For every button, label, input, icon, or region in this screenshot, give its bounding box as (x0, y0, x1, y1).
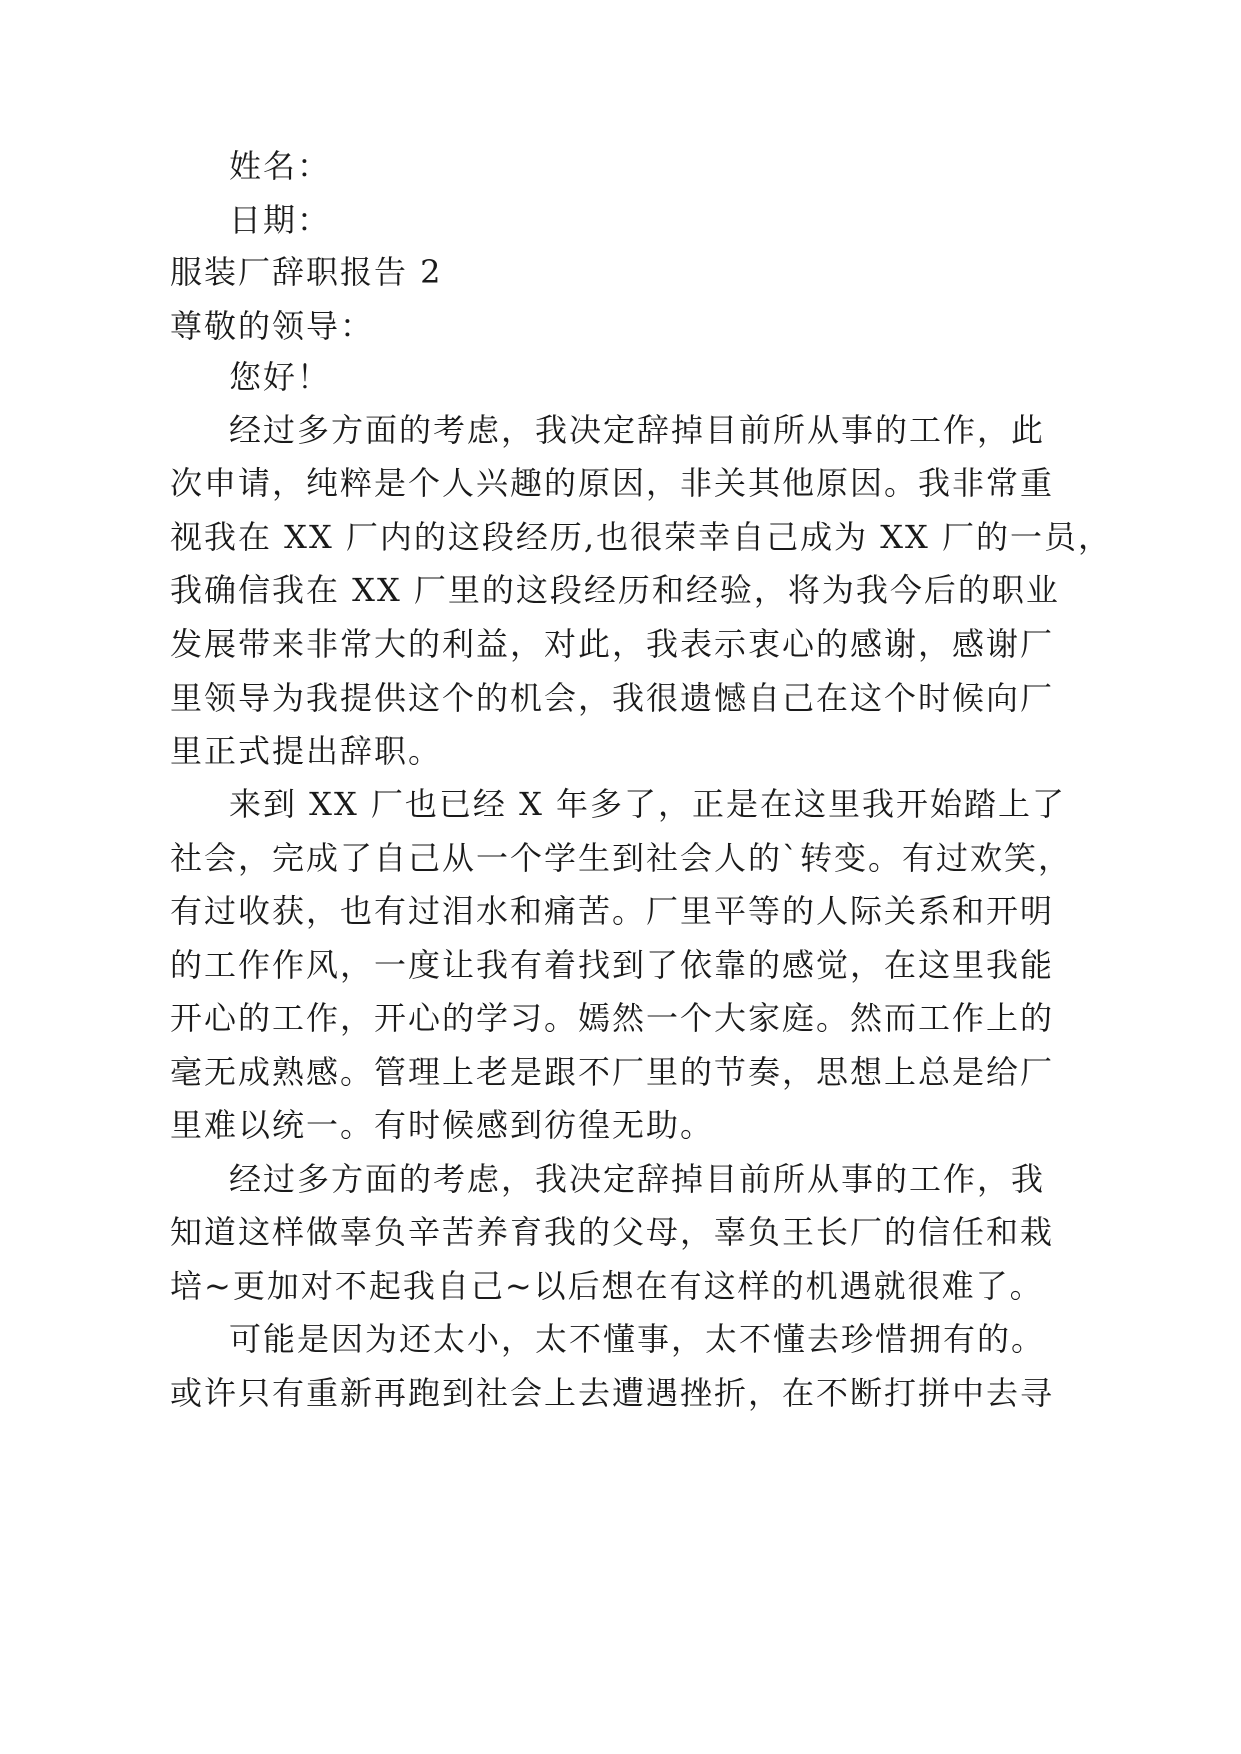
paragraph-line: 有过收获，也有过泪水和痛苦。厂里平等的人际关系和开明 (170, 892, 1055, 930)
paragraph-line: 里难以统一。有时候感到彷徨无助。 (170, 1106, 715, 1144)
paragraph-line: 经过多方面的考虑，我决定辞掉目前所从事的工作，我 (229, 1160, 1046, 1198)
report-title: 服装厂辞职报告 2 (170, 253, 443, 291)
paragraph-line: 来到 XX 厂也已经 X 年多了，正是在这里我开始踏上了 (229, 785, 1067, 823)
paragraph-line: 里领导为我提供这个的机会，我很遗憾自己在这个时候向厂 (170, 679, 1055, 717)
paragraph-line: 开心的工作，开心的学习。嫣然一个大家庭。然而工作上的 (170, 999, 1055, 1037)
paragraph-line: 毫无成熟感。管理上老是跟不厂里的节奏，思想上总是给厂 (170, 1053, 1055, 1091)
date-label: 日期： (229, 201, 332, 239)
paragraph-line: 可能是因为还太小，太不懂事，太不懂去珍惜拥有的。 (229, 1320, 1046, 1358)
paragraph-line: 里正式提出辞职。 (170, 732, 443, 770)
paragraph-line: 我确信我在 XX 厂里的这段经历和经验，将为我今后的职业 (170, 571, 1060, 609)
salutation: 尊敬的领导： (170, 307, 375, 345)
paragraph-line: 知道这样做辜负辛苦养育我的父母，辜负王长厂的信任和栽 (170, 1213, 1055, 1251)
paragraph-line: 的工作作风，一度让我有着找到了依靠的感觉，在这里我能 (170, 946, 1055, 984)
paragraph-line: 社会，完成了自己从一个学生到社会人的`转变。有过欢笑， (170, 839, 1073, 877)
paragraph-line: 培~更加对不起我自己~以后想在有这样的机遇就很难了。 (170, 1267, 1044, 1305)
paragraph-line: 视我在 XX 厂内的这段经历,也很荣幸自己成为 XX 厂的一员， (170, 518, 1112, 556)
paragraph-line: 经过多方面的考虑，我决定辞掉目前所从事的工作，此 (229, 411, 1046, 449)
name-label: 姓名： (229, 147, 332, 185)
greeting: 您好！ (229, 358, 332, 396)
paragraph-line: 或许只有重新再跑到社会上去遭遇挫折，在不断打拼中去寻 (170, 1374, 1055, 1412)
paragraph-line: 次申请，纯粹是个人兴趣的原因，非关其他原因。我非常重 (170, 464, 1055, 502)
paragraph-line: 发展带来非常大的利益，对此，我表示衷心的感谢，感谢厂 (170, 625, 1055, 663)
